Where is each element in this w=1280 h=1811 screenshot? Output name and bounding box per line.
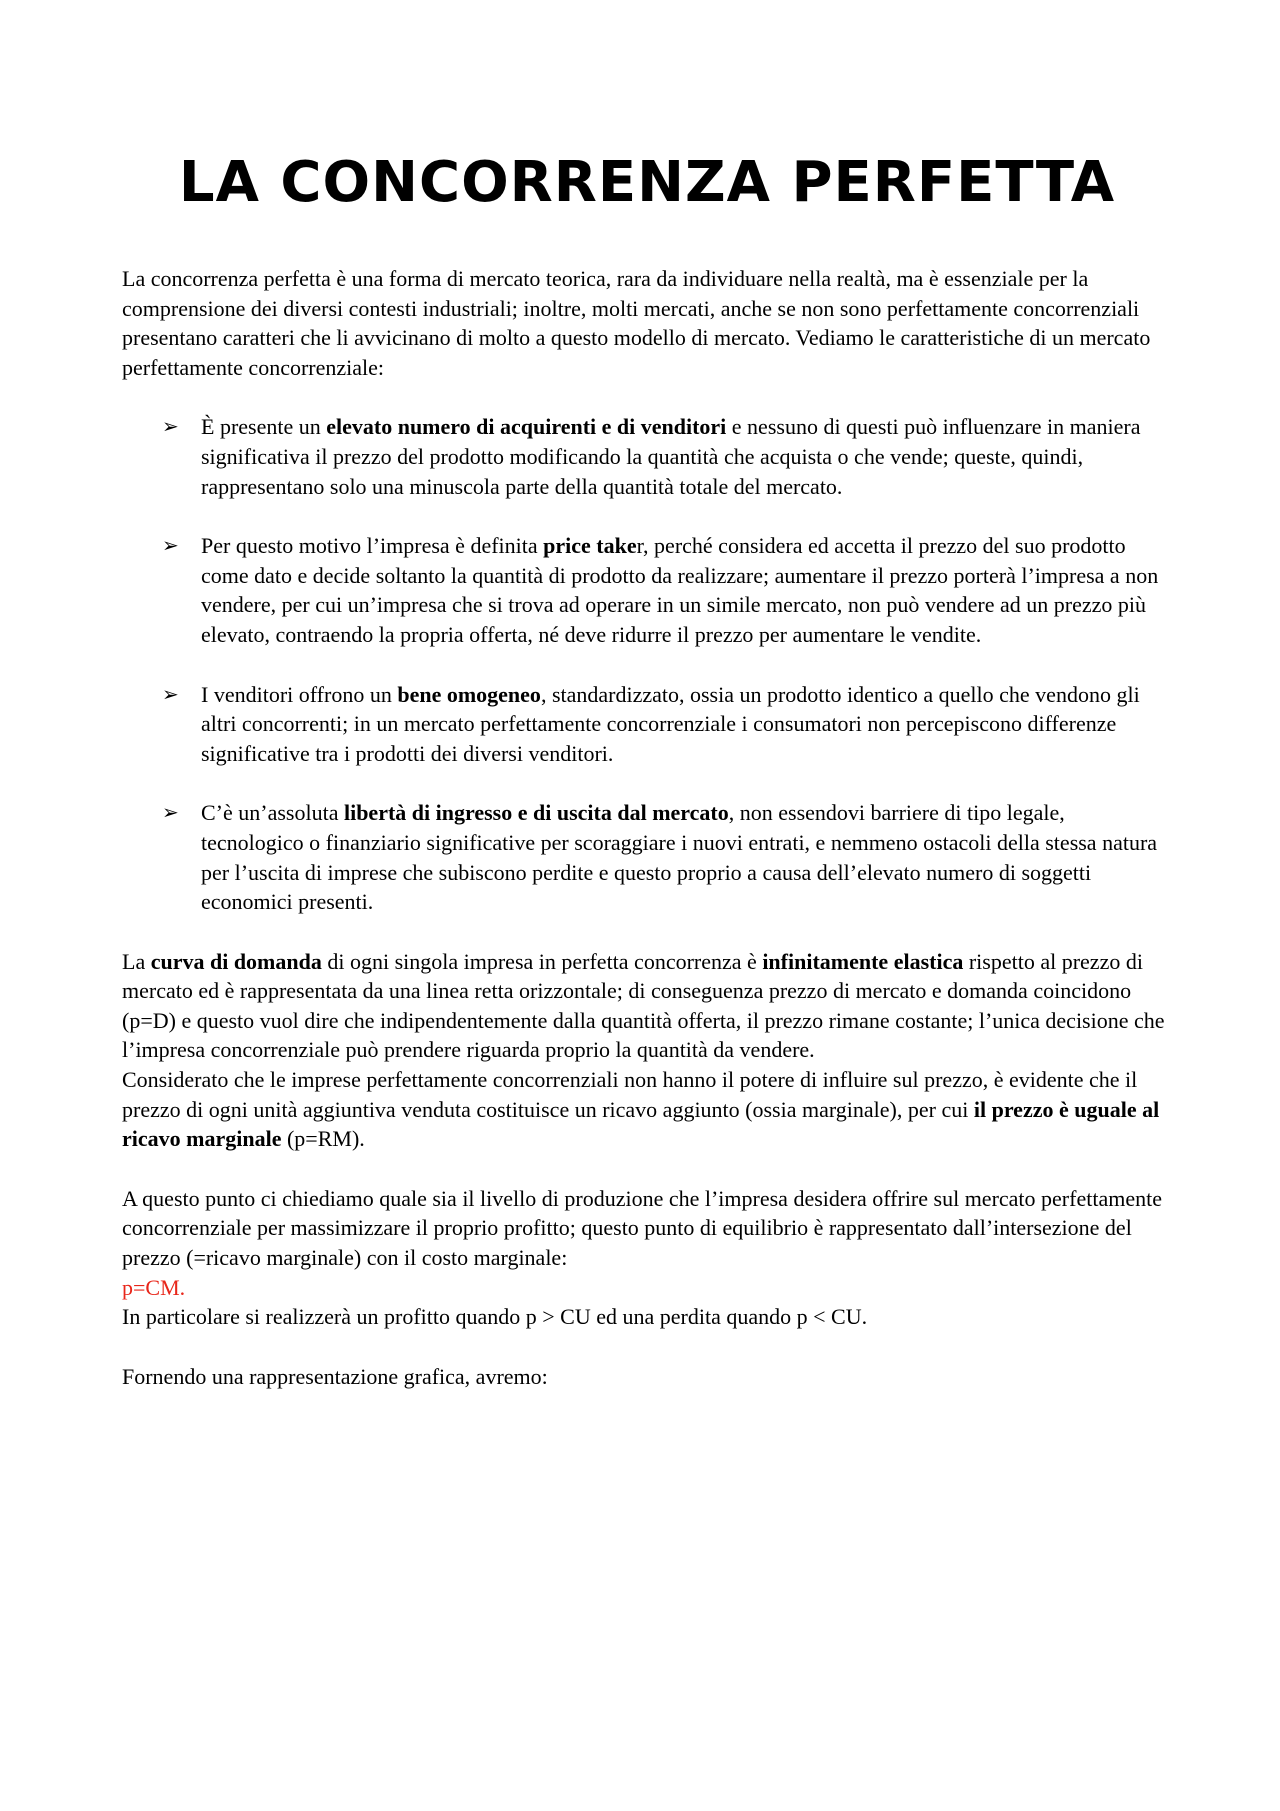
intro-paragraph: La concorrenza perfetta è una forma di mercato teorica, rara da individuare nella realtà, ma è essenziale per la comprensione dei diversi contesti industriali; inoltre, molti mercati, anche se non sono perfettamente concorrenziali presentano caratteri che li avvicinano di molto a questo modello di mercato. Vediamo le caratteristiche di un mercato perfettamente concorrenziale: [122,266,1151,380]
list-item: ➢ È presente un elevato numero di acquirenti e di venditori e nessuno di questi può influenzare in maniera significativa il prezzo del prodotto modificando la quantità che acquista o che vende; queste, quindi, rappresentano solo una minuscola parte della quantità totale del mercato. [162,414,1141,499]
equilibrium-paragraph: A questo punto ci chiediamo quale sia il livello di produzione che l’impresa desidera offrire sul mercato perfettamente concorrenziale per massimizzare il proprio profitto; questo punto di equilibrio è rappresentato dall’intersezione del prezzo (=ricavo marginale) con il costo marginale: p=CM. [122,1185,1162,1300]
arrowhead-bullet-icon: ➢ [162,533,179,558]
arrowhead-bullet-icon: ➢ [162,414,179,439]
document-page [122,150,1172,1391]
list-item: ➢ C’è un’assoluta libertà di ingresso e di uscita dal mercato, non essendovi barriere di tipo legale, tecnologico o finanziario significative per scoraggiare i nuovi entrati, e nemmeno ostacoli della stessa natura per l’uscita di imprese che subiscono perdite e questo proprio a causa dell’elevato numero di soggetti economici presenti. [162,800,1158,915]
characteristics-list [122,412,1172,916]
demand-curve-paragraph: La curva di domanda di ogni singola impresa in perfetta concorrenza è infinitamente elastica rispetto al prezzo di mercato ed è rappresentata da una linea retta orizzontale; di conseguenza prezzo di mercato e domanda coincidono (p=D) e questo vuol dire che indipendentemente dalla quantità offerta, il prezzo rimane costante; l’unica decisione che l’impresa concorrenziale può prendere riguarda proprio la quantità da vendere. [122,948,1165,1063]
arrowhead-bullet-icon: ➢ [162,800,179,825]
closing-line: Fornendo una rappresentazione grafica, avremo: [122,1363,548,1389]
list-item: ➢ Per questo motivo l’impresa è definita price taker, perché considera ed accetta il prezzo del suo prodotto come dato e decide soltanto la quantità di prodotto da realizzare; aumentare il prezzo porterà l’impresa a non vendere, per cui un’impresa che si trova ad operare in un simile mercato, non può vendere ad un prezzo più elevato, contraendo la propria offerta, né deve ridurre il prezzo per aumentare le vendite. [162,533,1159,647]
equilibrium-formula: p=CM. [122,1274,186,1300]
arrowhead-bullet-icon: ➢ [162,681,179,706]
marginal-revenue-paragraph: Considerato che le imprese perfettamente concorrenziali non hanno il potere di influire sul prezzo, è evidente che il prezzo di ogni unità aggiuntiva venduta costituisce un ricavo aggiunto (ossia marginale), per cui il prezzo è uguale al ricavo marginale (p=RM). [122,1067,1160,1152]
profit-condition: In particolare si realizzerà un profitto quando p > CU ed una perdita quando p < CU. [122,1304,868,1330]
list-item: ➢ I venditori offrono un bene omogeneo, standardizzato, ossia un prodotto identico a quello che vendono gli altri concorrenti; in un mercato perfettamente concorrenziale i consumatori non percepiscono differenze significative tra i prodotti dei diversi venditori. [162,681,1140,766]
page-title: LA CONCORRENZA PERFETTA [178,150,1116,215]
